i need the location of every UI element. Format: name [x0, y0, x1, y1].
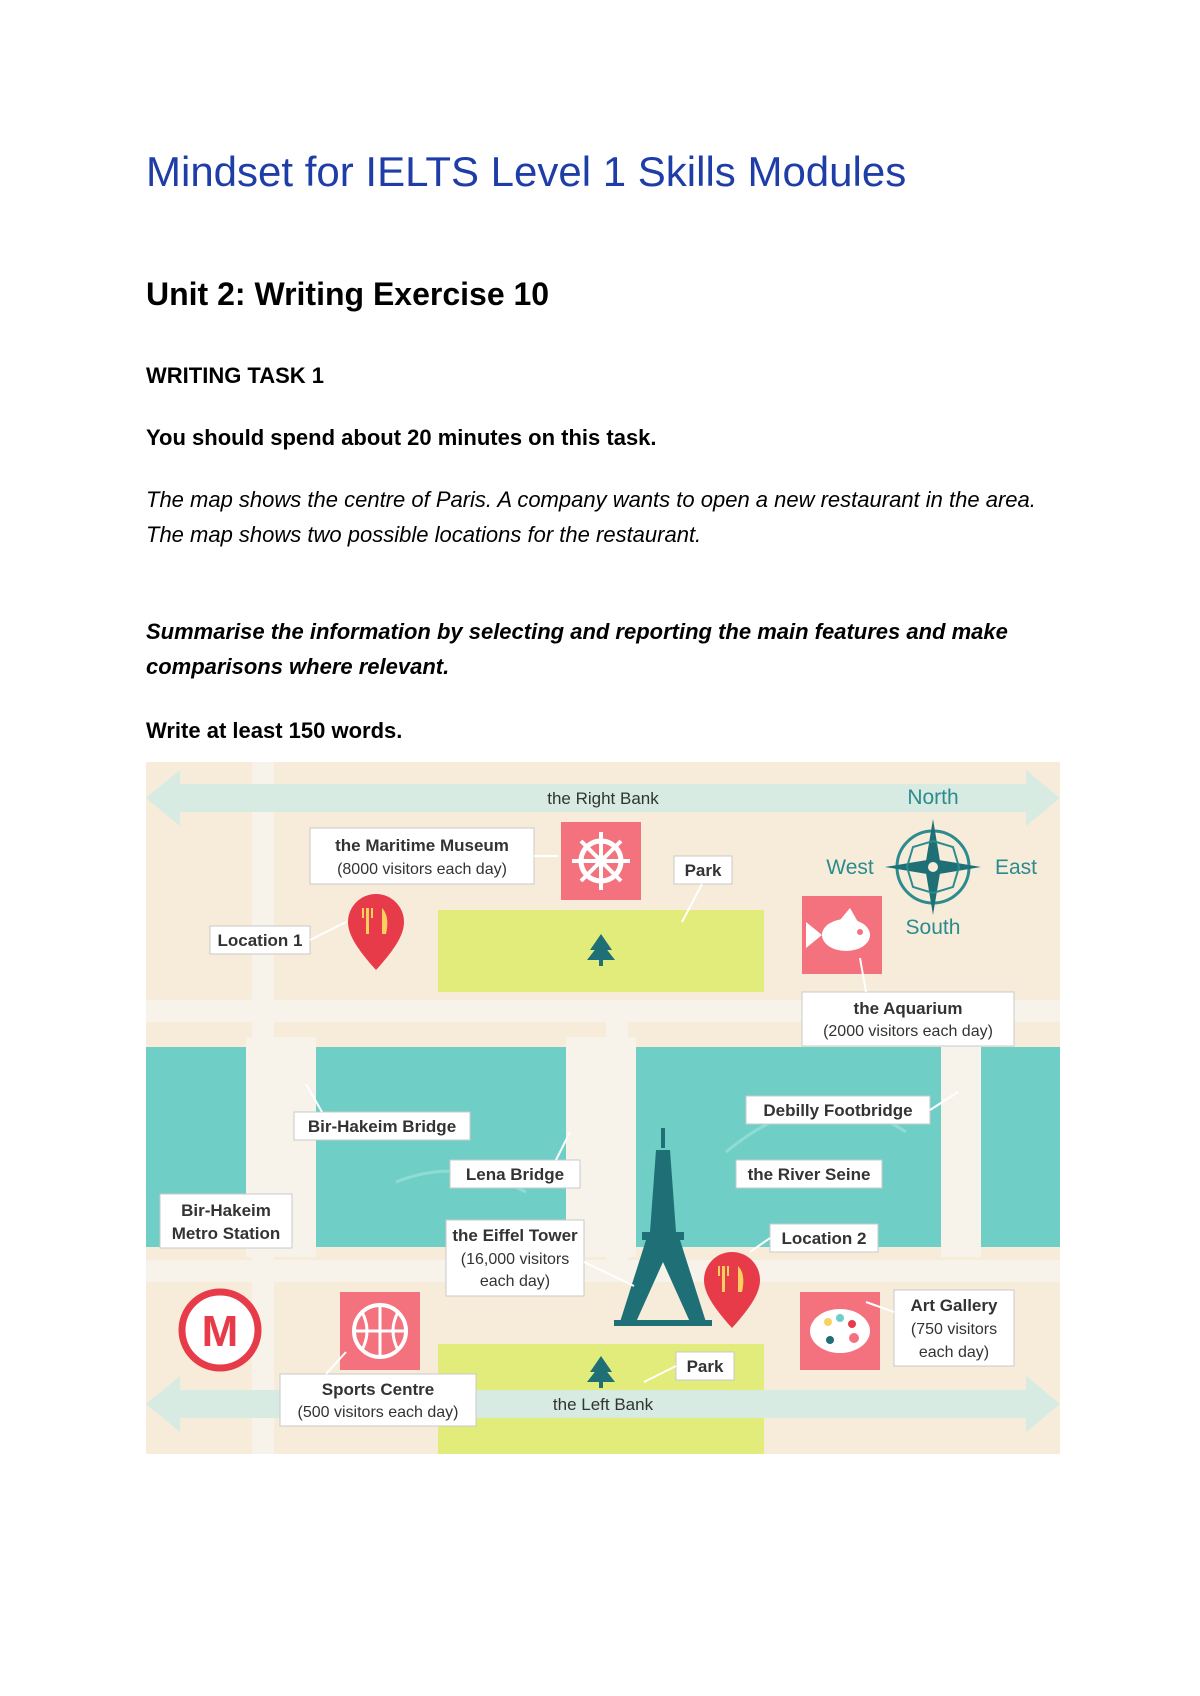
park-top-label: Park: [684, 861, 722, 880]
compass-north: North: [907, 786, 959, 809]
compass-east: East: [994, 856, 1038, 879]
sports-centre-visitors: (500 visitors each day): [297, 1404, 459, 1421]
debilly-footbridge-deck: [941, 1037, 981, 1257]
lena-bridge-label: Lena Bridge: [465, 1165, 565, 1184]
paris-map: [146, 762, 1060, 1454]
metro-station-line1: Bir-Hakeim: [181, 1201, 271, 1220]
right-bank-label: the Right Bank: [547, 789, 659, 808]
eiffel-tower-line2: (16,000 visitors: [460, 1251, 570, 1268]
maritime-museum-visitors: (8000 visitors each day): [337, 861, 507, 878]
ship-wheel-icon: [561, 822, 641, 900]
compass-west: West: [826, 856, 874, 879]
sports-centre-name: Sports Centre: [321, 1380, 435, 1399]
word-count-instruction: Write at least 150 words.: [146, 718, 403, 743]
compass-south: South: [905, 916, 961, 939]
location-1-label: Location 1: [217, 931, 303, 950]
summarise-instruction: Summarise the information by selecting and reporting the main features and make comparisons where relevant.: [146, 619, 1008, 679]
art-gallery-line3: each day): [918, 1344, 990, 1361]
eiffel-tower-line1: the Eiffel Tower: [452, 1226, 578, 1245]
location-2-label: Location 2: [781, 1229, 867, 1248]
metro-symbol: M: [201, 1307, 239, 1356]
aquarium-name: the Aquarium: [853, 999, 963, 1018]
time-instruction: You should spend about 20 minutes on this task.: [146, 425, 657, 450]
metro-station-line2: Metro Station: [171, 1224, 281, 1243]
eiffel-tower-line3: each day): [479, 1273, 551, 1290]
maritime-museum-name: the Maritime Museum: [335, 836, 509, 855]
basketball-icon: [340, 1292, 420, 1370]
task-description: The map shows the centre of Paris. A company wants to open a new restaurant in the area. The map shows two possible locations for the restaurant.: [146, 487, 1036, 547]
document-title: Mindset for IELTS Level 1 Skills Modules: [146, 148, 907, 195]
left-bank-label: the Left Bank: [552, 1395, 654, 1414]
art-gallery-line1: Art Gallery: [910, 1296, 998, 1315]
park-bottom-label: Park: [686, 1357, 724, 1376]
aquarium-visitors: (2000 visitors each day): [823, 1023, 993, 1040]
unit-heading: Unit 2: Writing Exercise 10: [146, 276, 550, 312]
task-heading: WRITING TASK 1: [146, 363, 325, 388]
river-seine-label: the River Seine: [747, 1165, 871, 1184]
bir-hakeim-bridge-label: Bir-Hakeim Bridge: [307, 1117, 457, 1136]
art-gallery-line2: (750 visitors: [910, 1321, 998, 1338]
debilly-footbridge-label: Debilly Footbridge: [763, 1101, 913, 1120]
fish-icon: [802, 896, 882, 974]
